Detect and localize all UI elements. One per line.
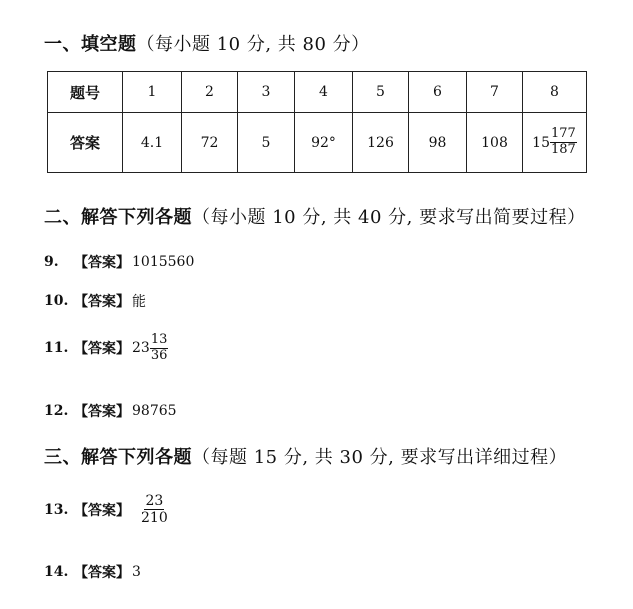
question-number: 10. bbox=[44, 293, 69, 309]
question-number-cell: 4 bbox=[295, 72, 353, 113]
fraction-denominator: 187 bbox=[551, 142, 576, 157]
question-number: 13. bbox=[44, 501, 69, 518]
answer-item-13 bbox=[44, 493, 169, 526]
section-2-note: （每小题 10 分, 共 40 分, 要求写出简要过程） bbox=[192, 207, 586, 228]
section-2-title: 二、解答下列各题 bbox=[44, 207, 192, 228]
answer-header: 答案 bbox=[48, 113, 123, 173]
answer-item-9 bbox=[44, 252, 194, 272]
mixed-fraction bbox=[532, 127, 577, 158]
section-3-title: 三、解答下列各题 bbox=[44, 447, 192, 468]
fraction bbox=[140, 493, 169, 526]
question-number: 9. bbox=[44, 254, 59, 270]
answer-cell: 4.1 bbox=[123, 113, 182, 173]
question-number-cell: 7 bbox=[467, 72, 523, 113]
mixed-fraction bbox=[132, 333, 168, 364]
fraction bbox=[150, 333, 169, 364]
fraction-whole: 23 bbox=[132, 340, 150, 357]
fraction-numerator: 23 bbox=[145, 493, 164, 509]
question-number-cell: 3 bbox=[238, 72, 295, 113]
answer-value: 1015560 bbox=[132, 254, 195, 270]
question-number: 12. bbox=[44, 403, 69, 419]
answer-tag: 【答案】 bbox=[74, 502, 130, 519]
answer-table-number-row bbox=[48, 72, 587, 113]
question-number: 14. bbox=[44, 564, 69, 580]
answer-value: 3 bbox=[132, 564, 141, 580]
section-3-note: （每题 15 分, 共 30 分, 要求写出详细过程） bbox=[192, 447, 568, 468]
answer-tag: 【答案】 bbox=[74, 404, 130, 420]
answer-cell: 126 bbox=[353, 113, 409, 173]
answer-item-11 bbox=[44, 333, 168, 364]
answer-tag: 【答案】 bbox=[74, 341, 130, 358]
section-1-note: （每小题 10 分, 共 80 分） bbox=[136, 34, 370, 55]
section-3-heading bbox=[44, 443, 567, 469]
section-2-heading bbox=[44, 203, 586, 229]
fraction-denominator: 210 bbox=[141, 510, 168, 527]
answer-item-10 bbox=[44, 291, 146, 311]
fraction-denominator: 36 bbox=[150, 347, 168, 363]
answer-item-12 bbox=[44, 401, 177, 421]
fraction-whole: 15 bbox=[532, 134, 550, 151]
fraction-numerator: 177 bbox=[551, 126, 576, 142]
question-number-cell: 1 bbox=[123, 72, 182, 113]
answer-tag: 【答案】 bbox=[74, 255, 130, 271]
section-1-title: 一、填空题 bbox=[44, 34, 137, 55]
question-number-cell: 8 bbox=[523, 72, 587, 113]
answer-item-14 bbox=[44, 562, 141, 582]
answer-cell: 98 bbox=[409, 113, 467, 173]
question-number: 11. bbox=[44, 340, 69, 357]
answer-table bbox=[47, 71, 587, 173]
answer-value: 98765 bbox=[132, 403, 177, 419]
question-number-cell: 5 bbox=[353, 72, 409, 113]
question-number-cell: 6 bbox=[409, 72, 467, 113]
answer-cell-mixed-fraction bbox=[523, 113, 587, 173]
answer-cell: 72 bbox=[182, 113, 238, 173]
answer-table-answer-row bbox=[48, 113, 587, 173]
answer-cell: 5 bbox=[238, 113, 295, 173]
answer-tag: 【答案】 bbox=[74, 294, 130, 310]
question-number-cell: 2 bbox=[182, 72, 238, 113]
question-number-header: 题号 bbox=[48, 72, 123, 113]
answer-cell: 92° bbox=[295, 113, 353, 173]
fraction bbox=[550, 127, 577, 158]
answer-tag: 【答案】 bbox=[74, 565, 130, 581]
answer-value: 能 bbox=[132, 294, 146, 310]
section-1-heading bbox=[44, 30, 370, 56]
fraction-numerator: 13 bbox=[150, 332, 168, 347]
answer-cell: 108 bbox=[467, 113, 523, 173]
